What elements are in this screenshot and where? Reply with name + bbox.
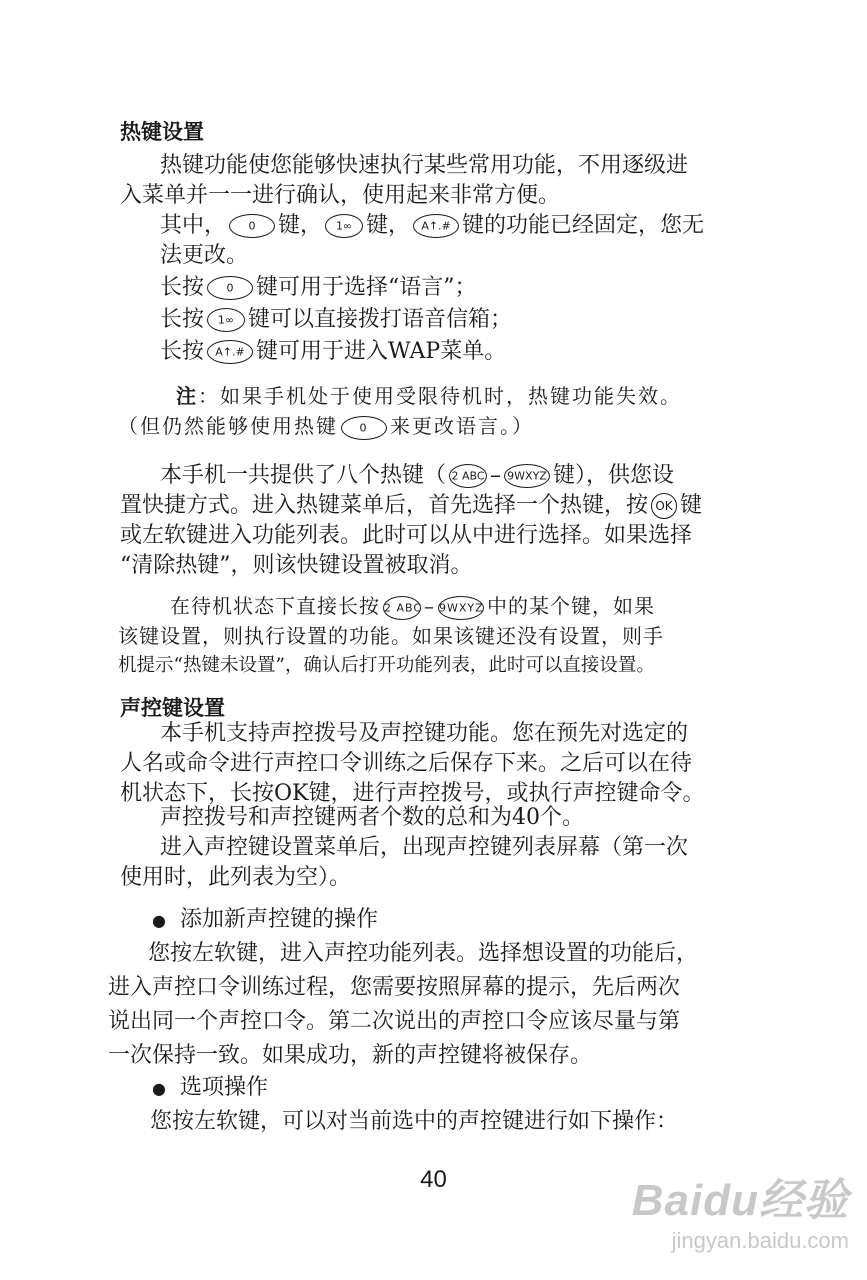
bullet-1-text: 添加新声控键的操作 bbox=[179, 907, 378, 932]
hotkey-p2-line-1 bbox=[160, 461, 674, 491]
note-text-2a: （但仍然能够使用热键 bbox=[118, 414, 338, 438]
voice-options-line: 您按左软键，可以对当前选中的声控键进行如下操作： bbox=[150, 1109, 679, 1134]
bullet-add-voice-key bbox=[152, 905, 378, 936]
key-nine-icon: 9WXYZ bbox=[504, 464, 550, 488]
key-zero-icon: 0 bbox=[341, 416, 387, 440]
voice-p3-line-1: 进入声控键设置菜单后，出现声控键列表屏幕（第一次 bbox=[160, 835, 689, 860]
section-title-voice: 声控键设置 bbox=[120, 696, 225, 720]
voice-p3-line-2: 使用时，此列表为空）。 bbox=[120, 865, 352, 890]
text-fixed-c: 键， bbox=[366, 213, 411, 238]
baidu-jingyan-logo: Baidu经验 bbox=[631, 1176, 849, 1225]
key-one-voicemail-icon: 1∞ bbox=[325, 214, 363, 238]
baidu-watermark bbox=[619, 1146, 849, 1266]
key-nine-icon: 9WXYZ bbox=[438, 596, 484, 620]
text-fixed-d: 键的功能已经固定，您无 bbox=[462, 213, 705, 238]
hotkey-fixed-line-1 bbox=[160, 211, 704, 241]
long-press-star-line bbox=[160, 337, 506, 367]
note-label: 注 bbox=[176, 384, 198, 408]
bullet-icon: ● bbox=[152, 1079, 166, 1098]
p2-text-1c: 键），供您设 bbox=[553, 463, 675, 488]
lp1-text: 键可用于选择“语言”； bbox=[256, 275, 477, 300]
long-press-zero-line bbox=[160, 273, 477, 303]
note-text-1: ：如果手机处于使用受限待机时，热键功能失效。 bbox=[198, 384, 682, 408]
long-press-label: 长按 bbox=[160, 339, 205, 364]
p2-text-2b: 键 bbox=[680, 493, 703, 518]
voice-p2: 声控拨号和声控键两者个数的总和为40个。 bbox=[160, 805, 584, 830]
voice-add-line-1: 您按左软键，进入声控功能列表。选择想设置的功能后， bbox=[148, 941, 699, 966]
text-fixed-b: 键， bbox=[278, 213, 323, 238]
voice-p1-line-2: 人名或命令进行声控口令训练之后保存下来。之后可以在待 bbox=[120, 751, 693, 776]
key-star-hash-icon: A↑.# bbox=[207, 340, 253, 364]
note-line-1 bbox=[176, 381, 682, 411]
key-one-voicemail-icon: 1∞ bbox=[207, 308, 245, 332]
key-two-icon: 2 ABC bbox=[449, 464, 487, 488]
hotkey-p2-line-2 bbox=[120, 491, 702, 521]
hotkey-p3-line-2: 该键设置，则执行设置的功能。如果该键还没有设置，则手 bbox=[118, 624, 664, 648]
voice-p1-line-1: 本手机支持声控拨号及声控键功能。您在预先对选定的 bbox=[160, 721, 689, 746]
voice-add-line-2: 进入声控口令训练过程，您需要按照屏幕的提示，先后两次 bbox=[108, 975, 681, 1000]
lp2-text: 键可以直接拨打语音信箱； bbox=[248, 307, 513, 332]
hotkey-intro-line-1: 热键功能使您能够快速执行某些常用功能，不用逐级进 bbox=[160, 153, 689, 178]
bullet-icon: ● bbox=[152, 911, 166, 930]
section-title-hotkey: 热键设置 bbox=[120, 120, 204, 144]
bullet-options bbox=[152, 1073, 268, 1104]
key-two-icon: 2 ABC bbox=[383, 596, 421, 620]
hotkey-intro-line-2: 入菜单并一一进行确认，使用起来非常方便。 bbox=[120, 183, 561, 208]
long-press-one-line bbox=[160, 305, 512, 335]
voice-p1-line-3: 机状态下，长按OK键，进行声控拨号，或执行声控键命令。 bbox=[120, 781, 705, 806]
lp3-text: 键可用于进入WAP菜单。 bbox=[256, 339, 507, 364]
p2-text-1a: 本手机一共提供了八个热键（ bbox=[160, 463, 447, 488]
hotkey-p2-line-4: “清除热键”，则该快键设置被取消。 bbox=[120, 553, 473, 578]
key-zero-icon: 0 bbox=[229, 214, 275, 238]
watermark-url: jingyan.baidu.com bbox=[671, 1228, 849, 1253]
note-line-2 bbox=[118, 411, 534, 441]
hotkey-p3-line-1 bbox=[170, 591, 655, 621]
hotkey-fixed-line-2: 法更改。 bbox=[160, 243, 249, 268]
long-press-label: 长按 bbox=[160, 307, 205, 332]
note-text-2b: 来更改语言。） bbox=[390, 414, 534, 438]
p3-text-1c: 中的某个键，如果 bbox=[487, 594, 655, 618]
bullet-2-text: 选项操作 bbox=[179, 1075, 268, 1100]
long-press-label: 长按 bbox=[160, 275, 205, 300]
text-fixed-a: 其中， bbox=[160, 213, 227, 238]
hotkey-p3-line-3: 机提示“热键未设置”，确认后打开功能列表，此时可以直接设置。 bbox=[118, 655, 655, 676]
p2-dash: – bbox=[490, 463, 502, 488]
voice-add-line-4: 一次保持一致。如果成功，新的声控键将被保存。 bbox=[108, 1043, 593, 1068]
voice-add-line-3: 说出同一个声控口令。第二次说出的声控口令应该尽量与第 bbox=[108, 1009, 681, 1034]
key-ok-icon: OK bbox=[651, 493, 677, 519]
p3-text-1a: 在待机状态下直接长按 bbox=[170, 594, 380, 618]
page-number: 40 bbox=[420, 1166, 447, 1193]
key-star-hash-icon: A↑.# bbox=[413, 214, 459, 238]
key-zero-icon: 0 bbox=[207, 276, 253, 300]
hotkey-p2-line-3: 或左软键进入功能列表。此时可以从中进行选择。如果选择 bbox=[120, 523, 693, 548]
p2-text-2a: 置快捷方式。进入热键菜单后，首先选择一个热键，按 bbox=[120, 493, 649, 518]
p3-dash: – bbox=[424, 594, 435, 618]
